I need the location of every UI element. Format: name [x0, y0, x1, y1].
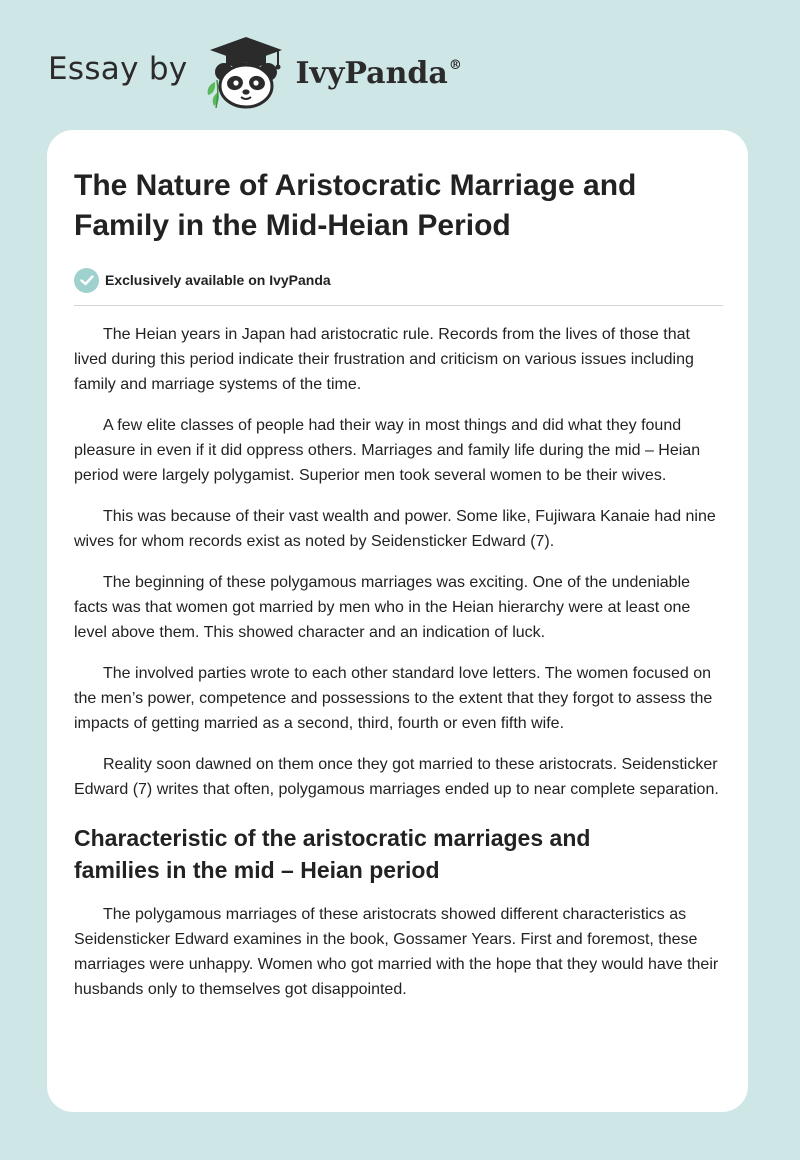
article-card [47, 130, 748, 1112]
exclusive-badge-text: Exclusively available on IvyPanda [105, 272, 331, 288]
section-heading-line-2: families in the mid – Heian period [74, 857, 440, 883]
brand-name: IvyPanda® [295, 55, 462, 91]
exclusive-badge [74, 267, 722, 293]
paragraph: A few elite classes of people had their way in most things and did what they found pleasure in even if it did oppress others. Marriages and family life during the mid – Heian period were largely polygamist. Superior men took several women to be their wives. [74, 417, 701, 484]
title-line-1: The Nature of Aristocratic Marriage and [74, 169, 637, 202]
essay-by-label: Essay by [48, 51, 188, 87]
site-header [48, 34, 462, 110]
paragraph: The Heian years in Japan had aristocratic rule. Records from the lives of those that lived during this period indicate their frustration and criticism on various issues including family and marriage systems of the time. [74, 326, 694, 393]
registered-mark: ® [448, 57, 462, 73]
title-line-2: Family in the Mid-Heian Period [74, 209, 511, 242]
paragraph: The involved parties wrote to each other standard love letters. The women focused on the men’s power, competence and possessions to the extent that they forgot to assess the impacts of getting married as a second, third, fourth or even fifth wife. [74, 665, 713, 732]
paragraph: The polygamous marriages of these aristocrats showed different characteristics as Seidensticker Edward examines in the book, Gossamer Years. First and foremost, these marriages were unhappy. Women who got married with the hope that they would have their husbands only to themselves got disappointed. [74, 906, 719, 998]
panda-logo-icon [202, 34, 290, 110]
check-circle-icon [74, 268, 99, 293]
paragraph: The beginning of these polygamous marriages was exciting. One of the undeniable facts was that women got married by men who in the Heian hierarchy were at least one level above them. This showed character and an indication of luck. [74, 574, 691, 641]
section-heading [74, 822, 722, 886]
section-heading-line-1: Characteristic of the aristocratic marriages and [74, 825, 591, 851]
article-content [74, 166, 722, 1018]
article-title [74, 166, 722, 246]
paragraph: This was because of their vast wealth and power. Some like, Fujiwara Kanaie had nine wives for whom records exist as noted by Seidensticker Edward (7). [74, 508, 716, 550]
divider [74, 305, 723, 306]
paragraph: Reality soon dawned on them once they got married to these aristocrats. Seidensticker Edward (7) writes that often, polygamous marriages ended up to near complete separation. [74, 756, 719, 798]
